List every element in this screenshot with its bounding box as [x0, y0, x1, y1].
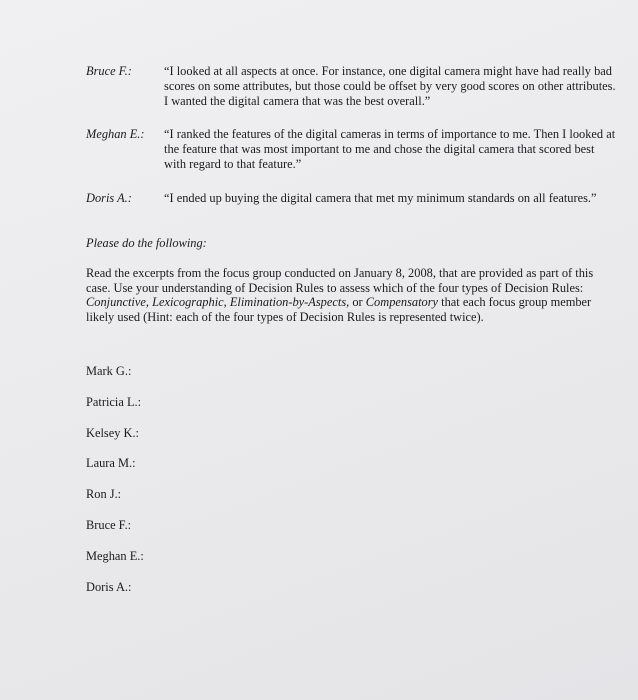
- quote-text: “I looked at all aspects at once. For instance, one digital camera might have had really bad scores on some attributes, but those could be offset by very good scores on other attributes. I wanted the digital camera that was the best overall.”: [164, 64, 616, 108]
- answer-label: Laura M.:: [86, 456, 136, 471]
- rule-compensatory: Compensatory: [365, 295, 439, 310]
- answer-label: Meghan E.:: [86, 548, 144, 563]
- answer-label: Ron J.:: [86, 487, 122, 502]
- speaker-name: Meghan E.:: [86, 127, 145, 141]
- answer-label: Bruce F.:: [86, 517, 132, 532]
- answer-list: [86, 364, 144, 610]
- speaker-name: Bruce F.:: [86, 64, 132, 78]
- instructions-heading: Please do the following:: [86, 236, 207, 250]
- quote-text: “I ranked the features of the digital cameras in terms of importance to me. Then I looked at the feature that was most important to me and chose the digital camera that scored best with regard to that feature.”: [164, 127, 616, 171]
- answer-label: Doris A.:: [86, 579, 132, 594]
- answer-label: Patricia L.:: [86, 394, 142, 409]
- answer-label: Mark G.:: [86, 364, 132, 378]
- instructions-or: or: [349, 295, 366, 310]
- instructions-outro: that each focus group member likely used (Hint: each of the four types of Decision Rules is represented twice).: [86, 295, 592, 324]
- rule-types: Conjunctive, Lexicographic, Elimination-by-Aspects,: [86, 295, 350, 310]
- quote-text: “I ended up buying the digital camera that met my minimum standards on all features.”: [164, 191, 597, 205]
- instructions-intro: Read the excerpts from the focus group conducted on January 8, 2008, that are provided as part of this case. Use your understanding of Decision Rules to assess which of the four types of Decision Rules:: [86, 266, 594, 295]
- instructions-paragraph: [86, 266, 606, 324]
- answer-label: Kelsey K.:: [86, 425, 139, 440]
- speaker-name: Doris A.:: [86, 191, 132, 205]
